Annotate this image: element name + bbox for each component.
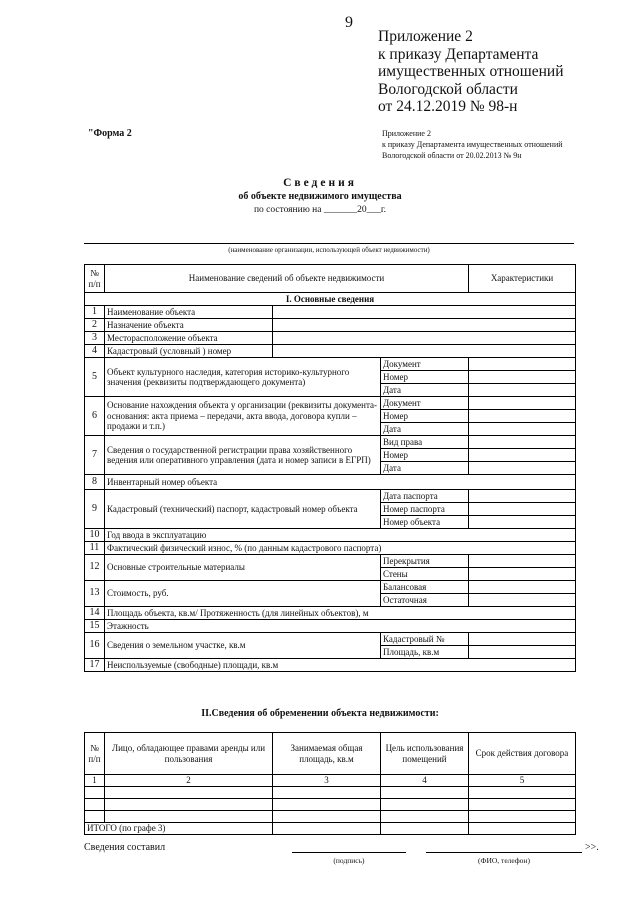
row-label: Инвентарный номер объекта <box>105 475 576 490</box>
sub-label: Остаточная <box>381 594 469 607</box>
header-name: Наименование сведений об объекте недвижимости <box>105 265 469 293</box>
table2-cell <box>273 787 381 799</box>
table-row <box>85 542 576 555</box>
table-row <box>85 345 576 358</box>
row-label: Основание нахождения объекта у организации (реквизиты документа-основания: акта приема – передачи, акта ввода, договора купли – продажи и т.п.) <box>105 397 381 436</box>
section-1-title: I. Основные сведения <box>85 293 576 306</box>
org-caption: (наименование организации, использующей объект недвижимости) <box>228 246 430 254</box>
appendix-small-line: к приказу Департамента имущественных отношений <box>382 140 563 149</box>
section-row <box>85 293 576 306</box>
table2-header-cell: Цель использования помещений <box>381 733 469 775</box>
table2-cell <box>381 811 469 823</box>
sub-label: Балансовая <box>381 581 469 594</box>
table2-colnum: 4 <box>381 775 469 787</box>
sub-label: Стены <box>381 568 469 581</box>
row-number: 14 <box>85 607 105 620</box>
table2-cell <box>381 799 469 811</box>
header-num: № п/п <box>85 265 105 293</box>
document-title: Сведения <box>283 177 357 189</box>
sub-label: Дата паспорта <box>381 490 469 503</box>
row-label: Основные строительные материалы <box>105 555 381 581</box>
sub-value <box>469 397 576 410</box>
appendix-line: имущественных отношений <box>378 63 564 80</box>
sub-value <box>469 594 576 607</box>
org-name-line <box>84 243 574 244</box>
table2-header-row <box>85 733 576 775</box>
sub-value <box>469 384 576 397</box>
table2-header-cell: Срок действия договора <box>469 733 576 775</box>
table2-empty-row <box>85 799 576 811</box>
section-2-title: II.Сведения об обременении объекта недвижимости: <box>201 708 439 719</box>
table2-total-label: ИТОГО (по графе 3) <box>85 823 273 835</box>
appendix-small <box>382 128 563 161</box>
row-value <box>273 306 576 319</box>
row-number: 5 <box>85 358 105 397</box>
sub-value <box>469 449 576 462</box>
table2-empty-row <box>85 787 576 799</box>
row-value <box>273 332 576 345</box>
row-value <box>273 319 576 332</box>
table-row <box>85 358 576 371</box>
encumbrance-table <box>84 732 576 835</box>
table-row <box>85 332 576 345</box>
sub-label: Документ <box>381 358 469 371</box>
table2-empty-row <box>85 811 576 823</box>
row-label: Назначение объекта <box>105 319 273 332</box>
sub-label: Номер объекта <box>381 516 469 529</box>
sub-value <box>469 633 576 646</box>
sub-value <box>469 568 576 581</box>
form-label: "Форма 2 <box>88 128 132 139</box>
table2-colnum: 2 <box>105 775 273 787</box>
row-number: 4 <box>85 345 105 358</box>
row-number: 9 <box>85 490 105 529</box>
header-characteristics: Характеристики <box>469 265 576 293</box>
row-number: 1 <box>85 306 105 319</box>
row-label: Год ввода в эксплуатацию <box>105 529 576 542</box>
row-number: 7 <box>85 436 105 475</box>
table2-cell <box>85 787 105 799</box>
sub-value <box>469 462 576 475</box>
table-row <box>85 581 576 594</box>
table2-cell <box>105 811 273 823</box>
table-row <box>85 620 576 633</box>
row-value <box>273 345 576 358</box>
row-number: 2 <box>85 319 105 332</box>
row-label: Площадь объекта, кв.м/ Протяженность (для линейных объектов), м <box>105 607 576 620</box>
sub-label: Дата <box>381 462 469 475</box>
row-label: Фактический физический износ, % (по данным кадастрового паспорта) <box>105 542 576 555</box>
table2-cell <box>469 811 576 823</box>
appendix-small-line: Вологодской области от 20.02.2013 № 9н <box>382 151 522 160</box>
row-number: 8 <box>85 475 105 490</box>
row-number: 15 <box>85 620 105 633</box>
row-number: 11 <box>85 542 105 555</box>
table-row <box>85 306 576 319</box>
appendix-small-line: Приложение 2 <box>382 129 431 138</box>
table2-cell <box>85 811 105 823</box>
table2-cell <box>273 823 381 835</box>
table-row <box>85 607 576 620</box>
row-label: Сведения о государственной регистрации права хозяйственного ведения или оперативного управления (дата и номер записи в ЕГРП) <box>105 436 381 475</box>
table2-cell <box>105 787 273 799</box>
appendix-line: к приказу Департамента <box>378 45 539 63</box>
closing-quote: >>. <box>585 842 599 853</box>
name-line <box>426 852 582 853</box>
sub-label: Дата <box>381 384 469 397</box>
row-label: Кадастровый (технический) паспорт, кадастровый номер объекта <box>105 490 381 529</box>
table2-colnum: 3 <box>273 775 381 787</box>
row-label: Стоимость, руб. <box>105 581 381 607</box>
row-number: 13 <box>85 581 105 607</box>
signature-caption: (подпись) <box>333 856 365 865</box>
table-row <box>85 633 576 646</box>
sub-value <box>469 371 576 384</box>
appendix-line: Приложение 2 <box>378 28 473 45</box>
sub-label: Перекрытия <box>381 555 469 568</box>
row-label: Этажность <box>105 620 576 633</box>
sub-value <box>469 436 576 449</box>
table2-colnum-row <box>85 775 576 787</box>
table-row <box>85 490 576 503</box>
row-label: Месторасположение объекта <box>105 332 273 345</box>
sub-label: Вид права <box>381 436 469 449</box>
table2-header-cell: Лицо, обладающее правами аренды или пользования <box>105 733 273 775</box>
row-number: 3 <box>85 332 105 345</box>
table2-cell <box>469 823 576 835</box>
table-row <box>85 475 576 490</box>
appendix-header <box>378 28 564 116</box>
row-label: Наименование объекта <box>105 306 273 319</box>
appendix-line: Вологодской области <box>378 80 518 98</box>
row-number: 10 <box>85 529 105 542</box>
sub-value <box>469 555 576 568</box>
table2-cell <box>381 823 469 835</box>
sub-value <box>469 490 576 503</box>
row-label: Неиспользуемые (свободные) площади, кв.м <box>105 659 576 672</box>
table2-header-cell: № п/п <box>85 733 105 775</box>
row-number: 6 <box>85 397 105 436</box>
row-number: 12 <box>85 555 105 581</box>
table-row <box>85 397 576 410</box>
sub-label: Номер <box>381 449 469 462</box>
sub-label: Кадастровый № <box>381 633 469 646</box>
table2-cell <box>273 799 381 811</box>
sub-value <box>469 423 576 436</box>
sub-value <box>469 646 576 659</box>
composed-by-label: Сведения составил <box>84 842 166 853</box>
table-row <box>85 319 576 332</box>
sub-label: Документ <box>381 397 469 410</box>
table2-total-row <box>85 823 576 835</box>
sub-value <box>469 503 576 516</box>
name-caption: (ФИО, телефон) <box>478 856 530 865</box>
table-row <box>85 436 576 449</box>
signature-line <box>292 852 406 853</box>
sub-label: Площадь, кв.м <box>381 646 469 659</box>
table2-cell <box>381 787 469 799</box>
table2-cell <box>469 787 576 799</box>
sub-value <box>469 410 576 423</box>
table2-header-cell: Занимаемая общая площадь, кв.м <box>273 733 381 775</box>
sub-label: Номер <box>381 371 469 384</box>
page-number: 9 <box>345 14 353 31</box>
document-subtitle: об объекте недвижимого имущества <box>238 191 402 202</box>
row-label: Кадастровый (условный ) номер <box>105 345 273 358</box>
table2-cell <box>273 811 381 823</box>
table2-cell <box>85 799 105 811</box>
table-header-row <box>85 265 576 293</box>
sub-label: Номер паспорта <box>381 503 469 516</box>
table-row <box>85 659 576 672</box>
appendix-line: от 24.12.2019 № 98-н <box>378 98 518 115</box>
table2-cell <box>469 799 576 811</box>
main-info-table <box>84 264 576 672</box>
sub-label: Номер <box>381 410 469 423</box>
row-label: Объект культурного наследия, категория историко-культурного значения (реквизиты подтверждающего документа) <box>105 358 381 397</box>
as-of-date: по состоянию на _______20___г. <box>253 205 387 215</box>
table2-colnum: 5 <box>469 775 576 787</box>
sub-value <box>469 516 576 529</box>
sub-value <box>469 358 576 371</box>
table-row <box>85 555 576 568</box>
sub-label: Дата <box>381 423 469 436</box>
table2-cell <box>105 799 273 811</box>
table-row <box>85 529 576 542</box>
row-number: 16 <box>85 633 105 659</box>
sub-value <box>469 581 576 594</box>
row-number: 17 <box>85 659 105 672</box>
row-label: Сведения о земельном участке, кв.м <box>105 633 381 659</box>
table2-colnum: 1 <box>85 775 105 787</box>
